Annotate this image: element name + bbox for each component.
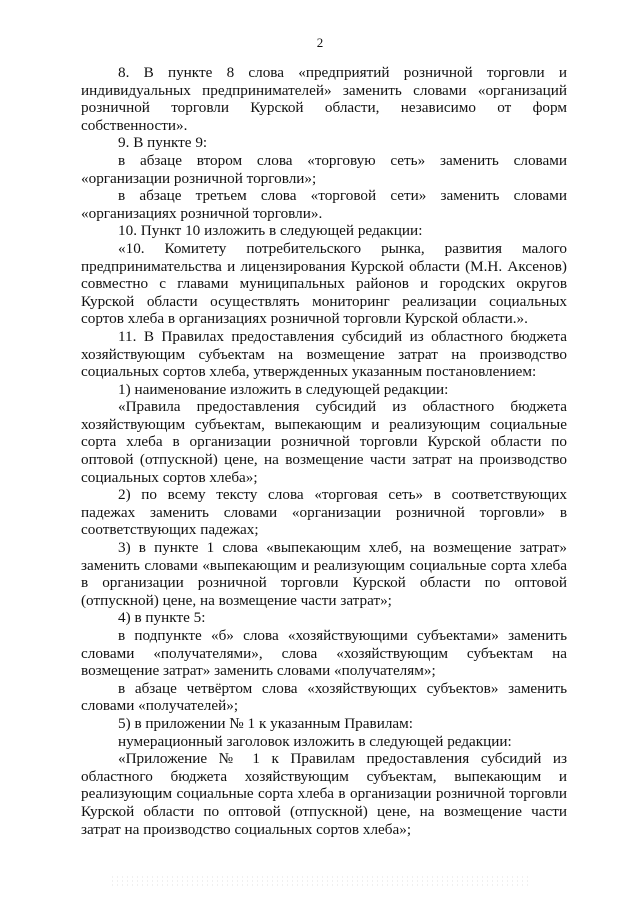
paragraph-subitem-5: 5) в приложении № 1 к указанным Правилам: [118,714,413,732]
paragraph-item-9-abzac-3: в абзаце третьем слова «торговой сети» заменить словами «организациях розничной торговли». [81,187,567,222]
paragraph-subitem-5-text: «Приложение № 1 к Правилам предоставления субсидий из областного бюджета хозяйствующим субъектам, выпекающим и реализующим социальные сорта хлеба в организации розничной торговли Курской области по оптовой (отпускной) цене, на возмещение части затрат на производство социальных сортов хлеба»; [81,750,567,838]
paragraph-subitem-2: 2) по всему тексту слова «торговая сеть» в соответствующих падежах заменить словами «организации розничной торговли» в соответствующих падежах; [81,486,567,539]
paragraph-item-8: 8. В пункте 8 слова «предприятий розничной торговли и индивидуальных предпринимателей» заменить словами «организаций розничной торговли Курской области, независимо от форм собственности». [81,64,567,134]
paragraph-subitem-4: 4) в пункте 5: [118,609,206,627]
paragraph-item-11-heading: 11. В Правилах предоставления субсидий из областного бюджета хозяйствующим субъектам на возмещение затрат на производство социальных сортов хлеба, утвержденных указанным постановлением: [81,327,567,381]
paragraph-subitem-4-abzac-4: в абзаце четвёртом слова «хозяйствующих субъектов» заменить словами «получателей»; [81,679,567,715]
scan-noise-artifact [110,875,530,887]
page-number: 2 [316,35,324,50]
paragraph-subitem-4-b: в подпункте «б» слова «хозяйствующими субъектами» заменить словами «получателями», слова «хозяйствующим субъектам на возмещение затрат» заменить словами «получателям»; [81,627,567,680]
paragraph-subitem-3: 3) в пункте 1 слова «выпекающим хлеб, на возмещение затрат» заменить словами «выпекающим и реализующим социальные сорта хлеба в организации розничной торговли Курской области по оптовой (отпускной) цене, на возмещение части затрат»; [81,539,567,609]
paragraph-item-10-text: «10. Комитету потребительского рынка, развития малого предпринимательства и лицензирования Курской области (М.Н. Аксенов) совместно с главами муниципальных районов и городских округов Курской области осуществлять мониторинг реализации социальных сортов хлеба в организациях розничной торговли Курской области.». [81,239,567,328]
paragraph-item-10-heading: 10. Пункт 10 изложить в следующей редакции: [118,222,423,240]
paragraph-subitem-1-text: «Правила предоставления субсидий из областного бюджета хозяйствующим субъектам, выпекающим и реализующим социальные сорта хлеба в организации розничной торговли Курской области по оптовой (отпускной) цене, на возмещение части затрат на производство социальных сортов хлеба»; [81,398,567,486]
paragraph-item-9-abzac-2: в абзаце втором слова «торговую сеть» заменить словами «организации розничной торговли»; [81,151,567,187]
document-body [81,64,567,838]
paragraph-subitem-5-heading-note: нумерационный заголовок изложить в следующей редакции: [118,732,512,750]
paragraph-subitem-1: 1) наименование изложить в следующей редакции: [118,380,449,398]
paragraph-item-9-heading: 9. В пункте 9: [118,134,208,152]
